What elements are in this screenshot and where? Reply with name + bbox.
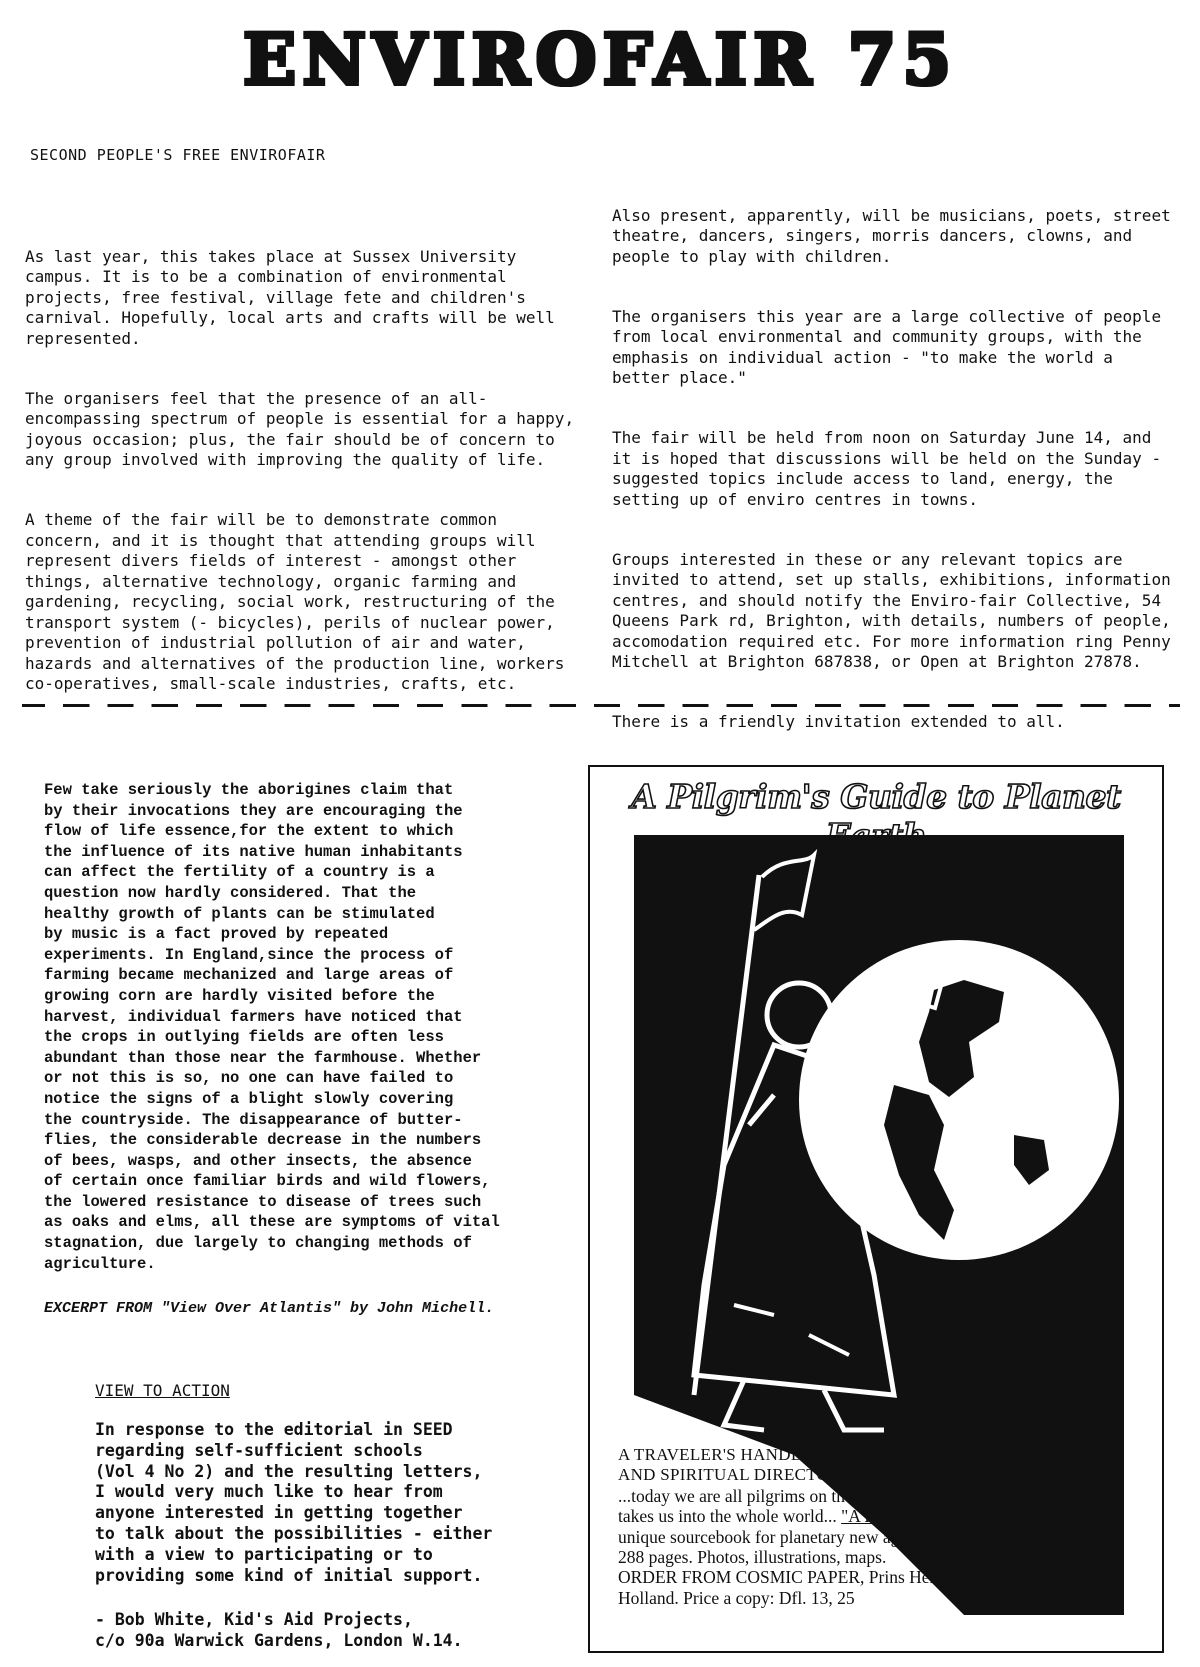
right-column xyxy=(612,185,1172,772)
paragraph: Also present, apparently, will be musicians, poets, street theatre, dancers, singers, morris dancers, clowns, and people to play with children. xyxy=(612,205,1171,266)
book-title: "A Pilgrim's Guide to Planet Earth" xyxy=(841,1506,1090,1527)
paragraph: The organisers feel that the presence of an all-encompassing spectrum of people is essential for a happy, joyous occasion; plus, the fair should be of concern to any group involved with improving the quality of life. xyxy=(25,388,575,469)
advert-details: 288 pages. Photos, illustrations, maps. xyxy=(618,1547,887,1568)
view-to-action-body: In response to the editorial in SEED regarding self-sufficient schools (Vol 4 No 2) and the resulting letters, I would very much like to hear from anyone interested in getting together to talk about the possibilities - either with a view to participating or to providing some kind of initial support. xyxy=(95,1420,493,1585)
paragraph: The fair will be held from noon on Saturday June 14, and it is hoped that discussions will be held on the Sunday - suggested topics include access to land, energy, the setting up of enviro centres in towns. xyxy=(612,428,1162,509)
paragraph: There is a friendly invitation extended to all. xyxy=(612,712,1065,731)
left-column xyxy=(25,226,575,734)
view-to-action-heading: VIEW TO ACTION xyxy=(95,1381,230,1400)
advert-text xyxy=(618,1445,1148,1608)
paragraph: Groups interested in these or any relevant topics are invited to attend, set up stalls, exhibitions, information centres, and should notify the Enviro-fair Collective, 54 Queens Park rd, Brighton, with details, numbers of people, accomodation required etc. For more information ring Penny Mitchell at Brighton 687838, or Open at Brighton 27878. xyxy=(612,549,1171,671)
excerpt-credit: EXCERPT FROM "View Over Atlantis" by John Michell. xyxy=(44,1300,495,1317)
advert-title: A Pilgrim's Guide to Planet xyxy=(631,777,1121,816)
subhead: SECOND PEOPLE'S FREE ENVIROFAIR xyxy=(30,146,326,164)
advert-headline: A TRAVELER'S HANDBOOK xyxy=(618,1445,841,1464)
paragraph: A theme of the fair will be to demonstrate common concern, and it is thought that attending groups will represent divers fields of interest - amongst other things, alternative technology, organic farming and gardening, recycling, social work, restructuring of the transport system (- bicycles), perils of nuclear power, prevention of industrial pollution of air and water, hazards and alternatives of the production line, workers co-operatives, small-scale industries, crafts, etc. xyxy=(25,510,565,693)
advert-body: ...today we are all pilgrims on the path which leads beyond borders and takes us into the whole world... "A Pilgrim's Guide to Planet Earth" is a unique sourcebook for planetary new age communication and travel. xyxy=(618,1485,1118,1547)
paragraph: As last year, this takes place at Sussex University campus. It is to be a combination of environmental projects, free festival, village fete and children's carnival. Hopefully, local arts and crafts will be well represented. xyxy=(25,246,555,348)
advert-headline: AND SPIRITUAL DIRECTORY xyxy=(618,1465,853,1485)
paragraph: The organisers this year are a large collective of people from local environmental and community groups, with the emphasis on individual action - "to make the world a better place." xyxy=(612,306,1162,387)
masthead-title: ENVIROFAIR 75 xyxy=(242,18,958,101)
excerpt-text: Few take seriously the aborigines claim that by their invocations they are encouraging the flow of life essence,for the extent to which the influence of its native human inhabitants can affect the fertility of a country is a question now hardly considered. That the healthy growth of plants can be stimulated by music is a fact proved by repeated experiments. In England,since the process of farming became mechanized and large areas of growing corn are hardly visited before the harvest, individual farmers have noticed that the crops in outlying fields are often less abundant than those near the farmhouse. Whether or not this is so, no one can have failed to notice the signs of a blight slowly covering the countryside. The disappearance of butter- flies, the considerable decrease in the numbers of bees, wasps, and other insects, the absence of certain once familiar birds and wild flowers, the lowered resistance to disease of trees such as oaks and elms, all these are symptoms of vital stagnation, due largely to changing methods of agriculture. xyxy=(44,781,500,1273)
dashed-divider xyxy=(22,704,1180,707)
pilgrims-guide-advert xyxy=(588,765,1164,1653)
view-to-action-signature: - Bob White, Kid's Aid Projects, c/o 90a Warwick Gardens, London W.14. xyxy=(95,1610,463,1650)
advert-order: ORDER FROM COSMIC PAPER, Prins Hendrikkade 142 Amsterdam Holland. Price a copy: Dfl. 13, 25 xyxy=(618,1567,1116,1608)
